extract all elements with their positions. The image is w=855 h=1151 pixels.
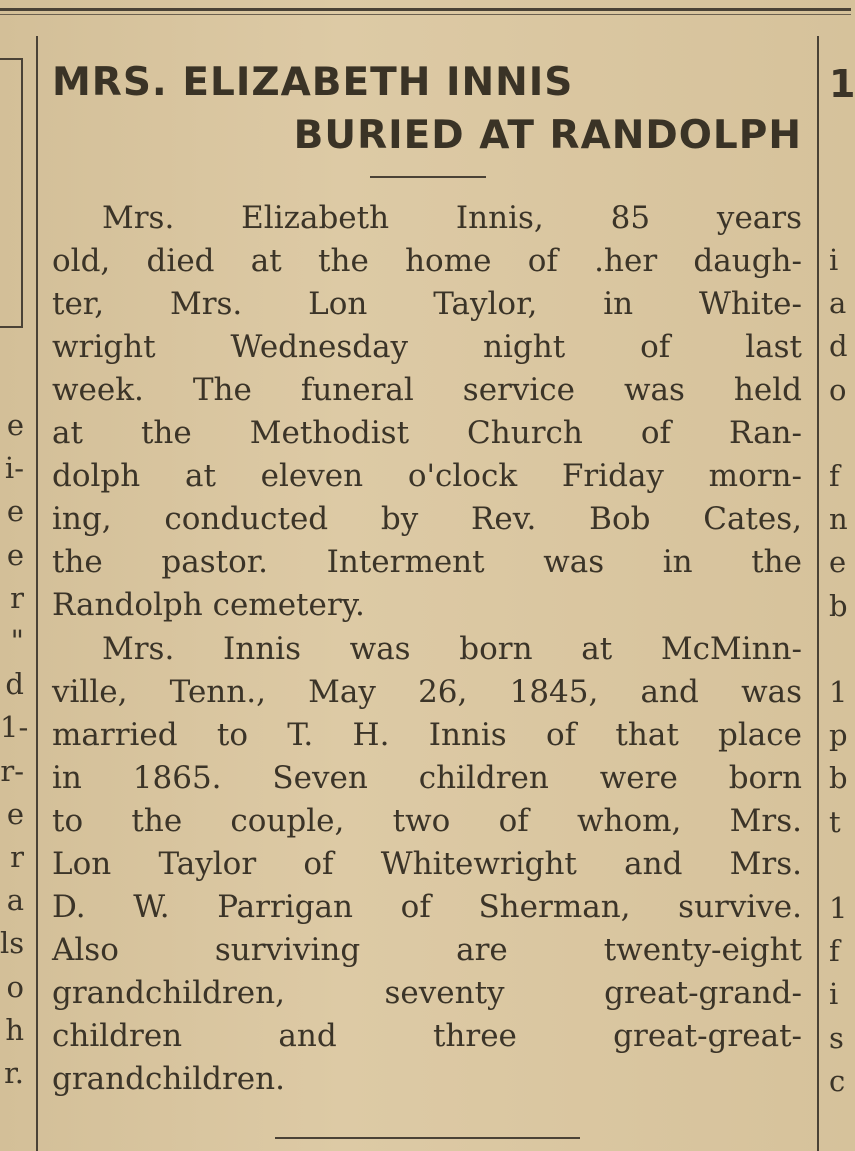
fragment-line: f bbox=[829, 934, 840, 969]
article-line: week. The funeral service was held bbox=[52, 372, 802, 408]
article-line: grandchildren. bbox=[52, 1061, 285, 1097]
right-column-headline-fragment: 1 bbox=[829, 62, 855, 106]
fragment-line: b bbox=[829, 588, 848, 623]
fragment-line: r bbox=[10, 580, 24, 615]
column-rule-left bbox=[36, 36, 38, 1151]
fragment-line: " bbox=[10, 624, 24, 659]
top-border-rule-thin bbox=[0, 14, 851, 15]
fragment-line: i bbox=[829, 243, 839, 277]
headline-line-2: BURIED AT RANDOLPH bbox=[293, 113, 802, 158]
fragment-line: 1 bbox=[829, 891, 848, 926]
fragment-line: h bbox=[5, 1012, 24, 1047]
article-line: ville, Tenn., May 26, 1845, and was bbox=[52, 674, 802, 710]
fragment-line: c bbox=[829, 1063, 846, 1098]
fragment-line: e bbox=[6, 494, 24, 529]
fragment-line: i bbox=[829, 977, 839, 1012]
article-line: the pastor. Interment was in the bbox=[52, 544, 802, 580]
fragment-line bbox=[829, 412, 853, 455]
fragment-line: e bbox=[829, 545, 847, 580]
fragment-line: r- bbox=[0, 753, 24, 788]
article-line: to the couple, two of whom, Mrs. bbox=[52, 803, 802, 839]
fragment-line: a bbox=[6, 883, 24, 918]
fragment-line: r bbox=[10, 840, 24, 875]
fragment-line: d bbox=[829, 329, 848, 364]
fragment-line: d bbox=[5, 667, 24, 702]
article-end-rule bbox=[275, 1137, 580, 1139]
article-line: married to T. H. Innis of that place bbox=[52, 717, 802, 753]
article-line: in 1865. Seven children were born bbox=[52, 760, 802, 796]
fragment-line bbox=[829, 844, 853, 887]
fragment-line: 1- bbox=[0, 710, 29, 745]
fragment-line: e bbox=[6, 796, 24, 831]
article-line: Lon Taylor of Whitewright and Mrs. bbox=[52, 846, 802, 882]
article-line: Randolph cemetery. bbox=[52, 587, 365, 623]
fragment-line: ls bbox=[0, 926, 25, 961]
fragment-line: t bbox=[829, 804, 841, 839]
article-line: Mrs. Innis was born at McMinn- bbox=[102, 631, 802, 667]
article-line: ing, conducted by Rev. Bob Cates, bbox=[52, 501, 802, 537]
headline-line-1: MRS. ELIZABETH INNIS bbox=[52, 60, 574, 105]
top-border-rule bbox=[0, 8, 851, 11]
fragment-line: s bbox=[829, 1020, 844, 1055]
article-line: at the Methodist Church of Ran- bbox=[52, 415, 802, 451]
article-line: ter, Mrs. Lon Taylor, in White- bbox=[52, 286, 802, 322]
fragment-line: i- bbox=[4, 451, 24, 486]
article-line: dolph at eleven o'clock Friday morn- bbox=[52, 458, 802, 494]
fragment-line: e bbox=[6, 408, 24, 442]
fragment-line: o bbox=[829, 372, 847, 407]
left-column-fragments bbox=[0, 404, 29, 1095]
fragment-line bbox=[829, 628, 853, 671]
fragment-line: b bbox=[829, 761, 848, 796]
article-line: grandchildren, seventy great-grand- bbox=[52, 975, 802, 1011]
article-line: wright Wednesday night of last bbox=[52, 329, 802, 365]
article-line: D. W. Parrigan of Sherman, survive. bbox=[52, 889, 802, 925]
article-line: children and three great-great- bbox=[52, 1018, 802, 1054]
right-column-fragments bbox=[829, 239, 853, 1103]
fragment-line: 1 bbox=[829, 675, 848, 710]
fragment-line: a bbox=[829, 286, 847, 321]
fragment-line: r. bbox=[4, 1056, 24, 1091]
fragment-line: p bbox=[829, 718, 848, 753]
article-line: Mrs. Elizabeth Innis, 85 years bbox=[102, 200, 802, 236]
fragment-line: f bbox=[829, 459, 840, 494]
article-line: old, died at the home of .her daugh- bbox=[52, 243, 802, 279]
headline-divider bbox=[370, 176, 486, 178]
fragment-line: n bbox=[829, 502, 848, 537]
fragment-line: e bbox=[6, 537, 24, 572]
fragment-line: o bbox=[6, 969, 24, 1004]
article-line: Also surviving are twenty-eight bbox=[52, 932, 802, 968]
adjacent-column-box bbox=[0, 58, 23, 328]
column-rule-right bbox=[817, 36, 819, 1151]
